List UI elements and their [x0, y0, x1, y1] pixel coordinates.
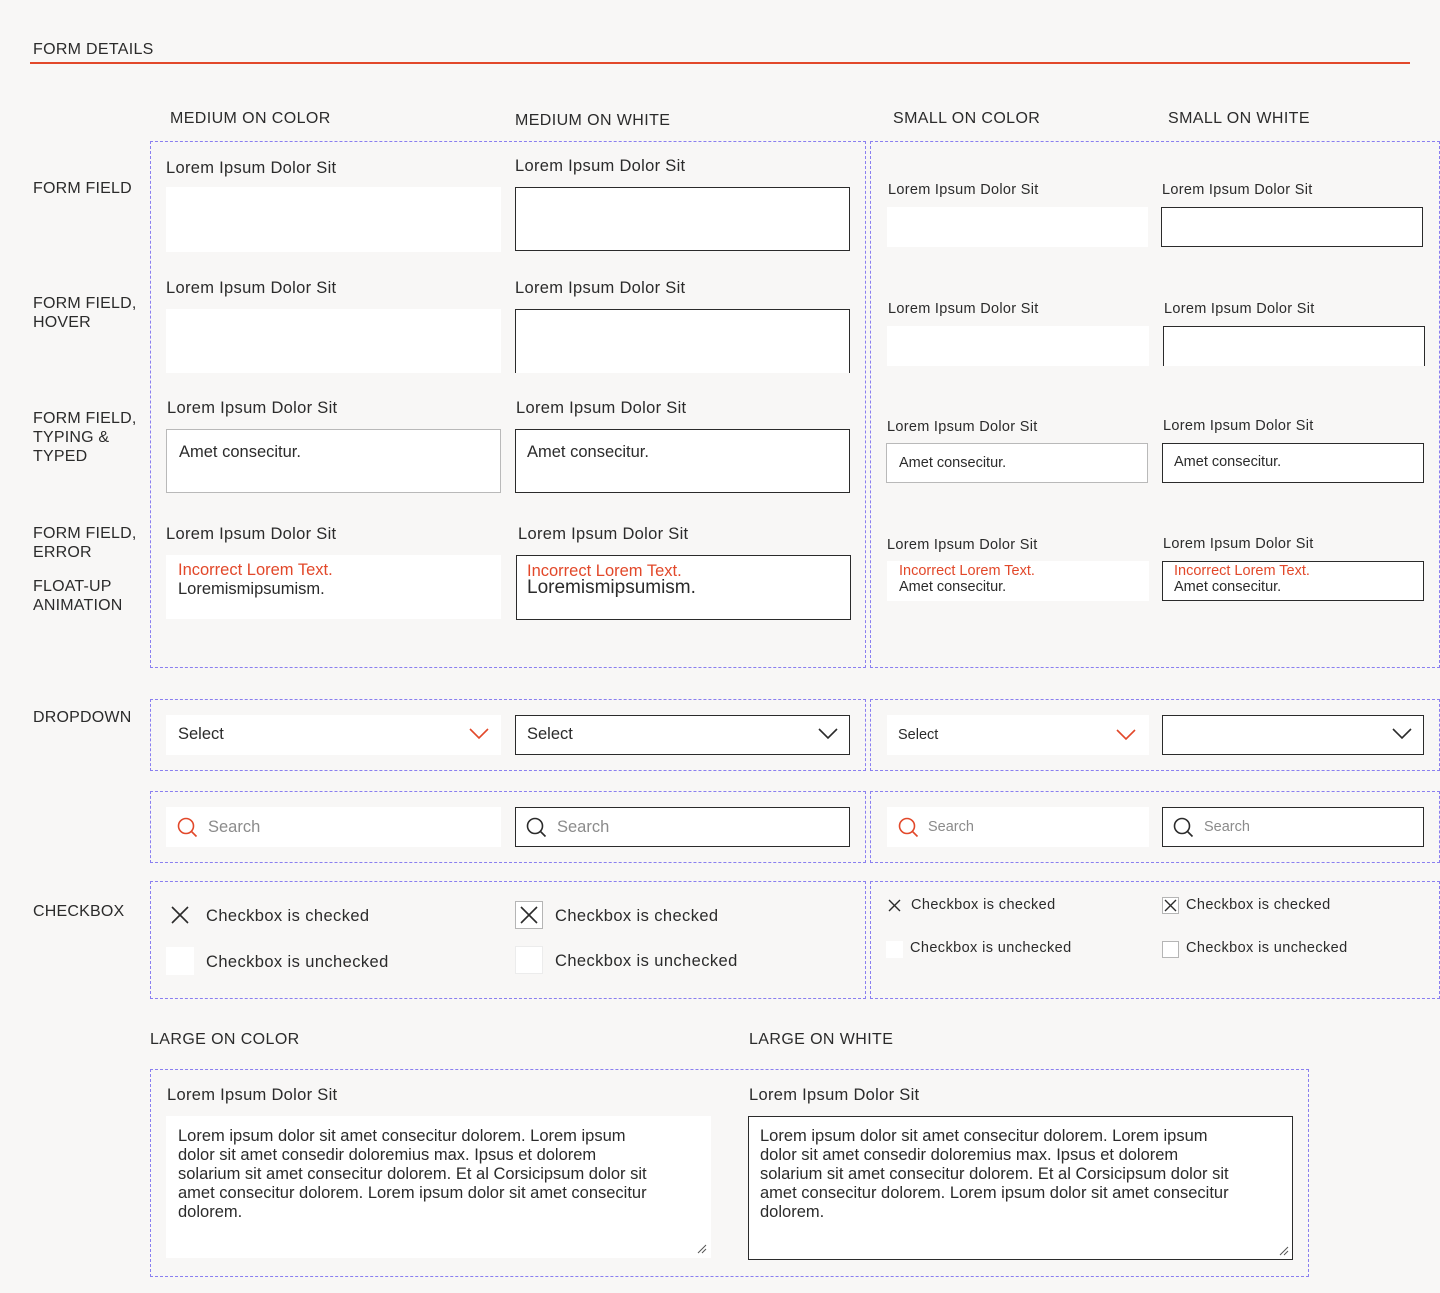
text-input-typed-medium-color[interactable] [166, 429, 501, 493]
text-input-error-medium-white[interactable] [516, 555, 851, 620]
field-label: Lorem Ipsum Dolor Sit [1164, 301, 1315, 317]
column-header-medium-on-color: MEDIUM ON COLOR [170, 110, 331, 127]
field-label: Lorem Ipsum Dolor Sit [888, 182, 1039, 198]
checkbox-unchecked-medium-white[interactable] [515, 946, 543, 974]
checkbox-label: Checkbox is unchecked [910, 940, 1072, 956]
column-header-large-on-color: LARGE ON COLOR [150, 1031, 300, 1048]
checkbox-label: Checkbox is checked [555, 907, 719, 925]
input-value: Amet consecitur. [1174, 454, 1282, 470]
checkbox-unchecked-small-white[interactable] [1162, 941, 1179, 958]
field-label: Lorem Ipsum Dolor Sit [515, 157, 686, 175]
search-icon [177, 817, 198, 838]
text-input-hover-small-white[interactable] [1163, 326, 1425, 366]
field-label: Lorem Ipsum Dolor Sit [166, 525, 337, 543]
textarea-large-color[interactable] [166, 1116, 711, 1258]
text-input-typed-medium-white[interactable] [515, 429, 850, 493]
error-message: Incorrect Lorem Text. [178, 561, 333, 579]
text-input-typed-small-color[interactable] [886, 443, 1148, 483]
checkbox-checked-medium-white[interactable] [515, 901, 543, 929]
row-header-form-field: FORM FIELD [33, 180, 132, 197]
dropdown-small-white[interactable] [1162, 715, 1424, 755]
checkbox-label: Checkbox is unchecked [1186, 940, 1348, 956]
search-placeholder: Search [1204, 819, 1250, 835]
textarea-line: dolor sit amet consedir doloremius max. Ipsus et dolorem [760, 1146, 1179, 1164]
field-label: Lorem Ipsum Dolor Sit [1163, 536, 1314, 552]
checkbox-unchecked-medium-color[interactable] [166, 947, 194, 975]
input-value: Amet consecitur. [899, 579, 1007, 595]
column-header-small-on-white: SMALL ON WHITE [1168, 110, 1310, 127]
error-message: Incorrect Lorem Text. [527, 562, 682, 580]
close-icon [1163, 898, 1178, 913]
input-value: Amet consecitur. [899, 455, 1007, 471]
row-header-line: TYPING & [33, 429, 110, 446]
field-label: Lorem Ipsum Dolor Sit [515, 279, 686, 297]
checkbox-checked-small-color[interactable] [886, 897, 903, 914]
field-label: Lorem Ipsum Dolor Sit [888, 301, 1039, 317]
checkbox-label: Checkbox is unchecked [555, 952, 738, 970]
row-header-line: FORM FIELD, [33, 410, 137, 427]
textarea-line: dolorem. [760, 1203, 825, 1221]
text-input-small-color[interactable] [887, 207, 1148, 247]
checkbox-unchecked-small-color[interactable] [886, 941, 903, 958]
text-input-small-white[interactable] [1161, 207, 1423, 247]
row-header-typing [33, 409, 137, 466]
textarea-large-white[interactable] [748, 1116, 1293, 1260]
row-header-hover [33, 294, 137, 332]
dropdown-value: Select [527, 725, 573, 743]
textarea-line: Lorem ipsum dolor sit amet consecitur dolorem. Lorem ipsum [178, 1127, 626, 1145]
search-small-white[interactable] [1162, 807, 1424, 847]
field-label: Lorem Ipsum Dolor Sit [887, 537, 1038, 553]
column-header-large-on-white: LARGE ON WHITE [749, 1031, 894, 1048]
dropdown-value: Select [898, 727, 939, 743]
field-label: Lorem Ipsum Dolor Sit [1163, 418, 1314, 434]
field-label: Lorem Ipsum Dolor Sit [167, 399, 338, 417]
text-input-error-small-white[interactable] [1162, 561, 1424, 601]
field-label: Lorem Ipsum Dolor Sit [516, 399, 687, 417]
input-value: Amet consecitur. [1174, 579, 1282, 595]
field-label: Lorem Ipsum Dolor Sit [166, 279, 337, 297]
row-header-checkbox: CHECKBOX [33, 903, 125, 920]
search-placeholder: Search [928, 819, 974, 835]
checkbox-label: Checkbox is checked [1186, 897, 1331, 913]
row-header-line: TYPED [33, 448, 88, 465]
text-input-typed-small-white[interactable] [1162, 443, 1424, 483]
field-label: Lorem Ipsum Dolor Sit [167, 1086, 338, 1104]
chevron-down-icon [1392, 727, 1412, 741]
row-header-line: FORM FIELD, [33, 295, 137, 312]
search-icon [1173, 817, 1194, 838]
column-header-small-on-color: SMALL ON COLOR [893, 110, 1041, 127]
dropdown-small-color[interactable] [887, 715, 1149, 755]
search-medium-color[interactable] [166, 807, 501, 847]
textarea-line: amet consecitur dolorem. Lorem ipsum dolor sit amet consecitur [760, 1184, 1229, 1202]
chevron-down-icon [469, 727, 489, 741]
field-label: Lorem Ipsum Dolor Sit [749, 1086, 920, 1104]
search-medium-white[interactable] [515, 807, 850, 847]
textarea-line: solarium sit amet consecitur dolorem. Et al Corsicipsum dolor sit [178, 1165, 647, 1183]
text-input-error-medium-color[interactable] [166, 555, 501, 619]
checkbox-checked-medium-color[interactable] [166, 901, 194, 929]
search-icon [898, 817, 919, 838]
row-header-error [33, 524, 137, 562]
textarea-content [178, 1127, 703, 1222]
textarea-content [760, 1127, 1285, 1222]
search-small-color[interactable] [887, 807, 1149, 847]
text-input-medium-white[interactable] [515, 187, 850, 251]
field-label: Lorem Ipsum Dolor Sit [518, 525, 689, 543]
row-header-line: HOVER [33, 314, 91, 331]
dropdown-medium-white[interactable] [515, 715, 850, 755]
row-header-line: FLOAT-UP [33, 578, 112, 595]
row-header-line: ERROR [33, 544, 92, 561]
resize-handle-icon[interactable] [697, 1244, 707, 1254]
chevron-down-icon [818, 727, 838, 741]
search-placeholder: Search [557, 818, 610, 836]
field-label: Lorem Ipsum Dolor Sit [1162, 182, 1313, 198]
close-icon [886, 897, 903, 914]
error-message: Incorrect Lorem Text. [899, 563, 1035, 579]
error-message: Incorrect Lorem Text. [1174, 563, 1310, 579]
search-placeholder: Search [208, 818, 261, 836]
column-header-medium-on-white: MEDIUM ON WHITE [515, 112, 671, 129]
text-input-medium-color[interactable] [166, 187, 501, 252]
dropdown-medium-color[interactable] [166, 715, 501, 755]
field-label: Lorem Ipsum Dolor Sit [887, 419, 1038, 435]
close-icon [166, 901, 194, 929]
guide-box-medium-checkbox [150, 881, 866, 999]
text-input-error-small-color[interactable] [887, 561, 1149, 601]
row-header-dropdown: DROPDOWN [33, 709, 132, 726]
textarea-line: dolor sit amet consedir doloremius max. Ipsus et dolorem [178, 1146, 597, 1164]
title-divider [30, 62, 1410, 64]
checkbox-label: Checkbox is checked [911, 897, 1056, 913]
dropdown-value: Select [178, 725, 224, 743]
textarea-line: solarium sit amet consecitur dolorem. Et al Corsicipsum dolor sit [760, 1165, 1229, 1183]
input-value: Amet consecitur. [179, 443, 301, 461]
textarea-line: Lorem ipsum dolor sit amet consecitur dolorem. Lorem ipsum [760, 1127, 1208, 1145]
textarea-line: dolorem. [178, 1203, 243, 1221]
row-header-line: FORM FIELD, [33, 525, 137, 542]
input-value: Amet consecitur. [527, 443, 649, 461]
input-value: Loremismipsumism. [527, 577, 696, 598]
row-header-float-up [33, 577, 123, 615]
text-input-hover-small-color[interactable] [887, 326, 1149, 366]
checkbox-label: Checkbox is checked [206, 907, 370, 925]
page-title: FORM DETAILS [33, 41, 154, 58]
field-label: Lorem Ipsum Dolor Sit [166, 159, 337, 177]
resize-handle-icon[interactable] [1279, 1246, 1289, 1256]
text-input-hover-medium-color[interactable] [166, 309, 501, 373]
row-header-line: ANIMATION [33, 597, 123, 614]
close-icon [516, 902, 542, 928]
search-icon [526, 817, 547, 838]
checkbox-checked-small-white[interactable] [1162, 897, 1179, 914]
chevron-down-icon [1116, 728, 1136, 742]
checkbox-label: Checkbox is unchecked [206, 953, 389, 971]
text-input-hover-medium-white[interactable] [515, 309, 850, 373]
textarea-line: amet consecitur dolorem. Lorem ipsum dolor sit amet consecitur [178, 1184, 647, 1202]
input-value: Loremismipsumism. [178, 580, 325, 598]
